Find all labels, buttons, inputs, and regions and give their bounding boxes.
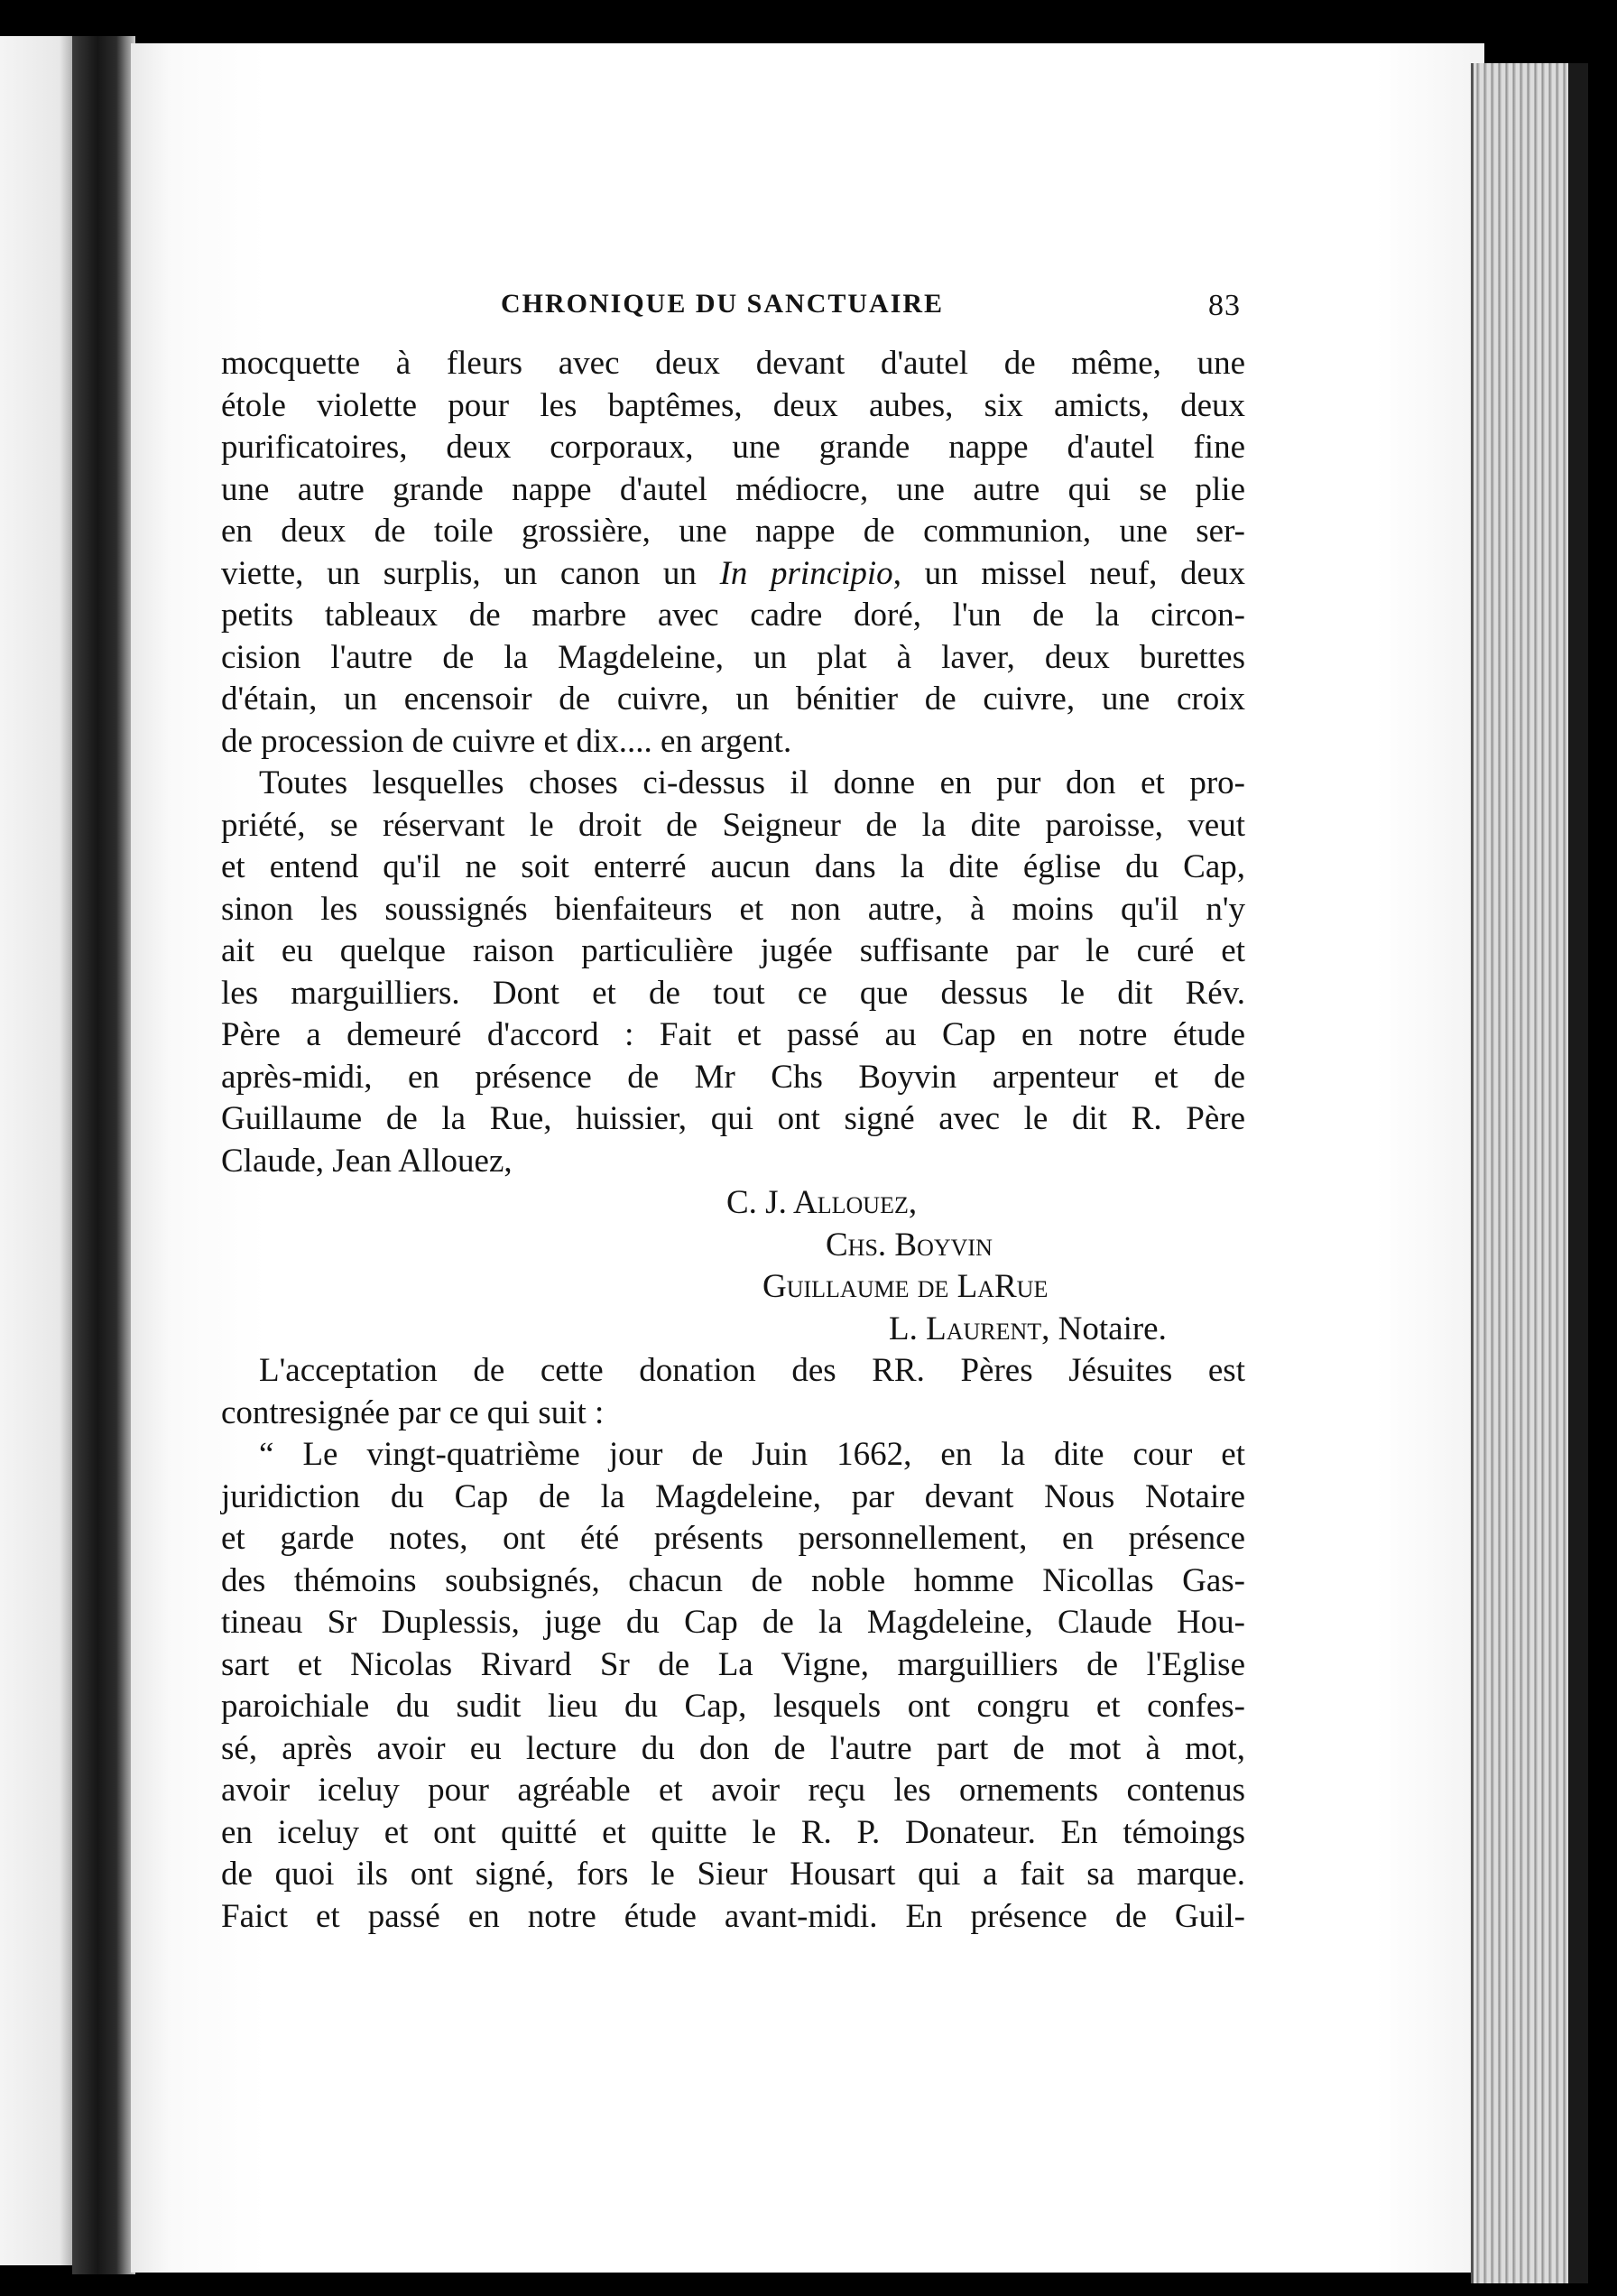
text-line: cision l'autre de la Magdeleine, un plat à laver, deux burettes: [221, 638, 1245, 676]
text-line: en iceluy et ont quitté et quitte le R. P. Donateur. En témoings: [221, 1813, 1245, 1851]
text-line: de procession de cuivre et dix.... en argent.: [221, 722, 792, 760]
body-text: [221, 343, 1245, 1938]
italic-title: In principio: [719, 554, 893, 592]
text-line: et garde notes, ont été présents personnellement, en présence: [221, 1520, 1245, 1557]
signature-boyvin: Chs. Boyvin: [826, 1226, 993, 1264]
text-line: petits tableaux de marbre avec cadre doré, l'un de la circon-: [221, 597, 1245, 634]
text-line: Faict et passé en notre étude avant-midi. En présence de Guil-: [221, 1897, 1245, 1935]
signature-block: [221, 1182, 1245, 1350]
paragraph-quotation: [221, 1434, 1245, 1938]
running-head: [221, 289, 1245, 343]
signature-larue: Guillaume de LaRue: [762, 1268, 1049, 1305]
text-line: priété, se réservant le droit de Seigneur de la dite paroisse, veut: [221, 806, 1245, 844]
text-line: Père a demeuré d'accord : Fait et passé au Cap en notre étude: [221, 1016, 1245, 1053]
paragraph-donation: [221, 763, 1245, 1182]
text-line: après-midi, en présence de Mr Chs Boyvin arpenteur et de: [221, 1058, 1245, 1096]
text-line: purificatoires, deux corporaux, une grande nappe d'autel fine: [221, 429, 1245, 466]
text-line: une autre grande nappe d'autel médiocre, une autre qui se plie: [221, 470, 1245, 508]
running-title: CHRONIQUE DU SANCTUAIRE: [501, 289, 945, 319]
page-content: [221, 289, 1245, 1938]
text-line: paroichiale du sudit lieu du Cap, lesquels ont congru et confes-: [221, 1688, 1245, 1725]
text-line: Guillaume de la Rue, huissier, qui ont signé avec le dit R. Père: [221, 1100, 1245, 1137]
text-line-with-italic: [221, 553, 1245, 596]
signature-name: L. Laurent: [889, 1310, 1042, 1347]
text-line: de quoi ils ont signé, fors le Sieur Housart qui a fait sa marque.: [221, 1856, 1245, 1893]
text-line: mocquette à fleurs avec deux devant d'autel de même, une: [221, 345, 1245, 382]
page-stack-edges: [1471, 63, 1582, 2283]
signature-laurent: [221, 1309, 1245, 1351]
signature-allouez: C. J. Allouez,: [726, 1184, 918, 1221]
text-line: “ Le vingt-quatrième jour de Juin 1662, en la dite cour et: [259, 1436, 1245, 1473]
text-line: sinon les soussignés bienfaiteurs et non autre, à moins qu'il n'y: [221, 890, 1245, 928]
text-line: d'étain, un encensoir de cuivre, un bénitier de cuivre, une croix: [221, 680, 1245, 718]
text-line: en deux de toile grossière, une nappe de communion, une ser-: [221, 513, 1245, 550]
text-fragment: , un missel neuf, deux: [892, 554, 1245, 592]
text-line: et entend qu'il ne soit enterré aucun dans la dite église du Cap,: [221, 848, 1245, 885]
text-line: sart et Nicolas Rivard Sr de La Vigne, marguilliers de l'Eglise: [221, 1645, 1245, 1683]
text-line: ait eu quelque raison particulière jugée suffisante par le curé et: [221, 932, 1245, 969]
book-gutter: [72, 36, 135, 2274]
paragraph-acceptation: [221, 1350, 1245, 1434]
text-line: L'acceptation de cette donation des RR. Pères Jésuites est: [259, 1352, 1245, 1389]
text-fragment: viette, un surplis, un canon un: [221, 554, 720, 592]
text-line: sé, après avoir eu lecture du don de l'autre part de mot à mot,: [221, 1729, 1245, 1767]
page-number: 83: [1208, 289, 1241, 322]
text-line: des thémoins soubsignés, chacun de noble homme Nicollas Gas-: [221, 1561, 1245, 1599]
text-line: Toutes lesquelles choses ci-dessus il donne en pur don et pro-: [259, 764, 1245, 801]
text-line: étole violette pour les baptêmes, deux aubes, six amicts, deux: [221, 386, 1245, 424]
signature-title: , Notaire.: [1041, 1310, 1167, 1347]
text-line: avoir iceluy pour agréable et avoir reçu les ornements contenus: [221, 1772, 1245, 1809]
text-line: contresignée par ce qui suit :: [221, 1393, 605, 1431]
page-stack-shadow: [1568, 63, 1588, 2283]
paragraph-inventory: [221, 343, 1245, 763]
text-line: les marguilliers. Dont et de tout ce que dessus le dit Rév.: [221, 974, 1245, 1012]
text-line: juridiction du Cap de la Magdeleine, par devant Nous Notaire: [221, 1477, 1245, 1515]
text-line: Claude, Jean Allouez,: [221, 1142, 513, 1180]
text-line: tineau Sr Duplessis, juge du Cap de la Magdeleine, Claude Hou-: [221, 1604, 1245, 1641]
